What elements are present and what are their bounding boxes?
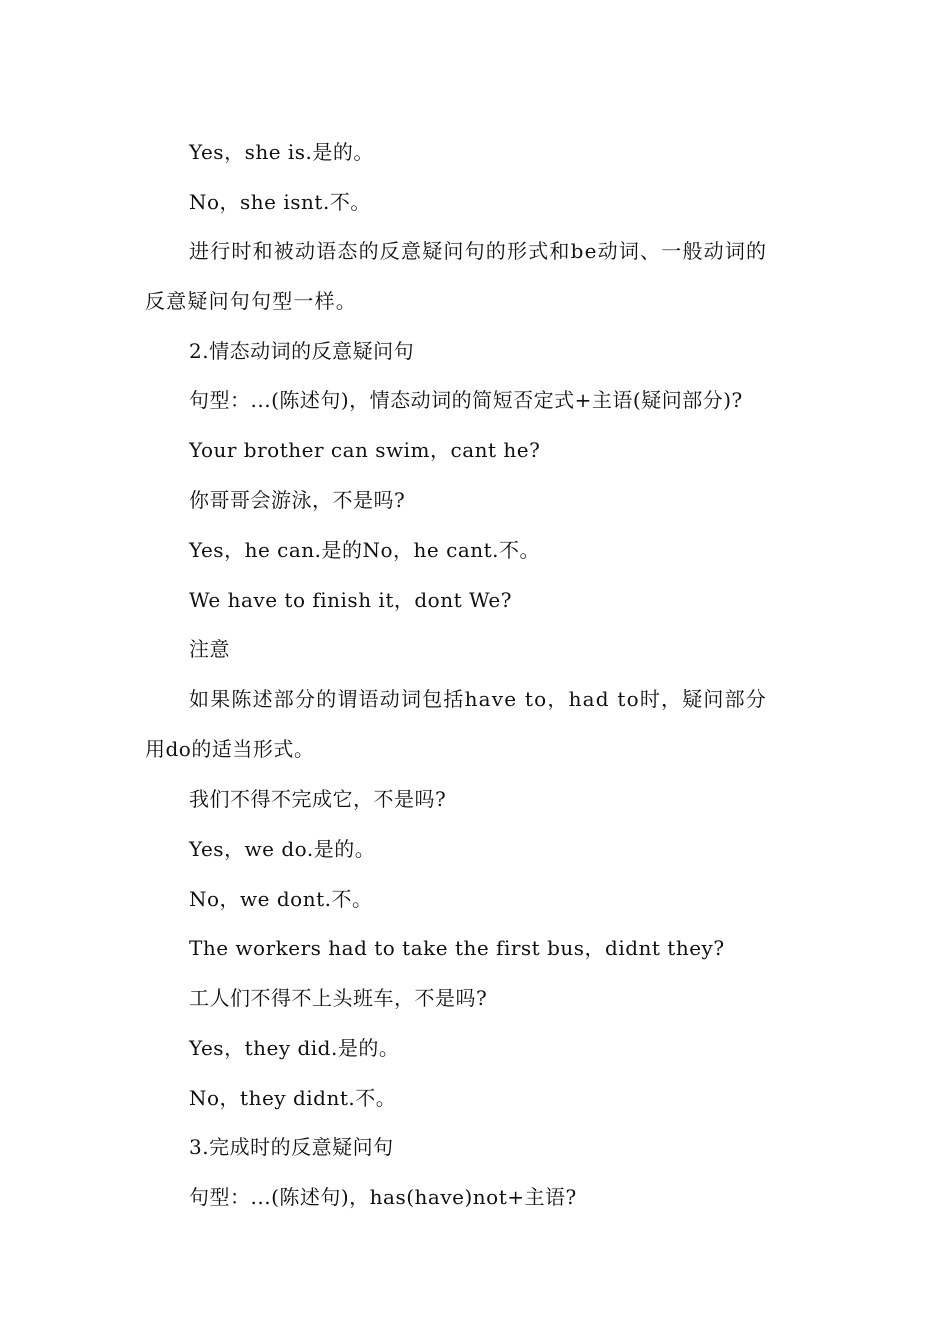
paragraph-line: 如果陈述部分的谓语动词包括have to，had to时，疑问部分 <box>189 687 768 711</box>
text-line: 你哥哥会游泳，不是吗? <box>189 488 406 512</box>
paragraph-line: 进行时和被动语态的反意疑问句的形式和be动词、一般动词的 <box>189 239 768 263</box>
text-line: Yes，they did.是的。 <box>189 1036 400 1060</box>
text-line: 我们不得不完成它，不是吗? <box>189 787 447 811</box>
note-label: 注意 <box>189 637 230 661</box>
section-heading: 2.情态动词的反意疑问句 <box>189 339 415 363</box>
text-line: 句型：...(陈述句)，情态动词的简短否定式+主语(疑问部分)? <box>189 388 743 412</box>
text-line: We have to finish it，dont We? <box>189 588 512 612</box>
text-line: No，they didnt.不。 <box>189 1086 397 1110</box>
text-line: 工人们不得不上头班车，不是吗? <box>189 986 488 1010</box>
text-line: Your brother can swim，cant he? <box>189 438 541 462</box>
text-line: Yes，we do.是的。 <box>189 837 376 861</box>
paragraph-line: 用do的适当形式。 <box>145 737 315 761</box>
section-heading: 3.完成时的反意疑问句 <box>189 1135 394 1159</box>
text-line: No，she isnt.不。 <box>189 190 371 214</box>
text-line: Yes，he can.是的No，he cant.不。 <box>189 538 541 562</box>
text-line: No，we dont.不。 <box>189 887 373 911</box>
text-line: The workers had to take the first bus，didnt they? <box>189 936 725 960</box>
paragraph-line: 反意疑问句句型一样。 <box>145 289 357 313</box>
text-line: Yes，she is.是的。 <box>189 140 374 164</box>
text-line: 句型：...(陈述句)，has(have)not+主语? <box>189 1185 577 1209</box>
